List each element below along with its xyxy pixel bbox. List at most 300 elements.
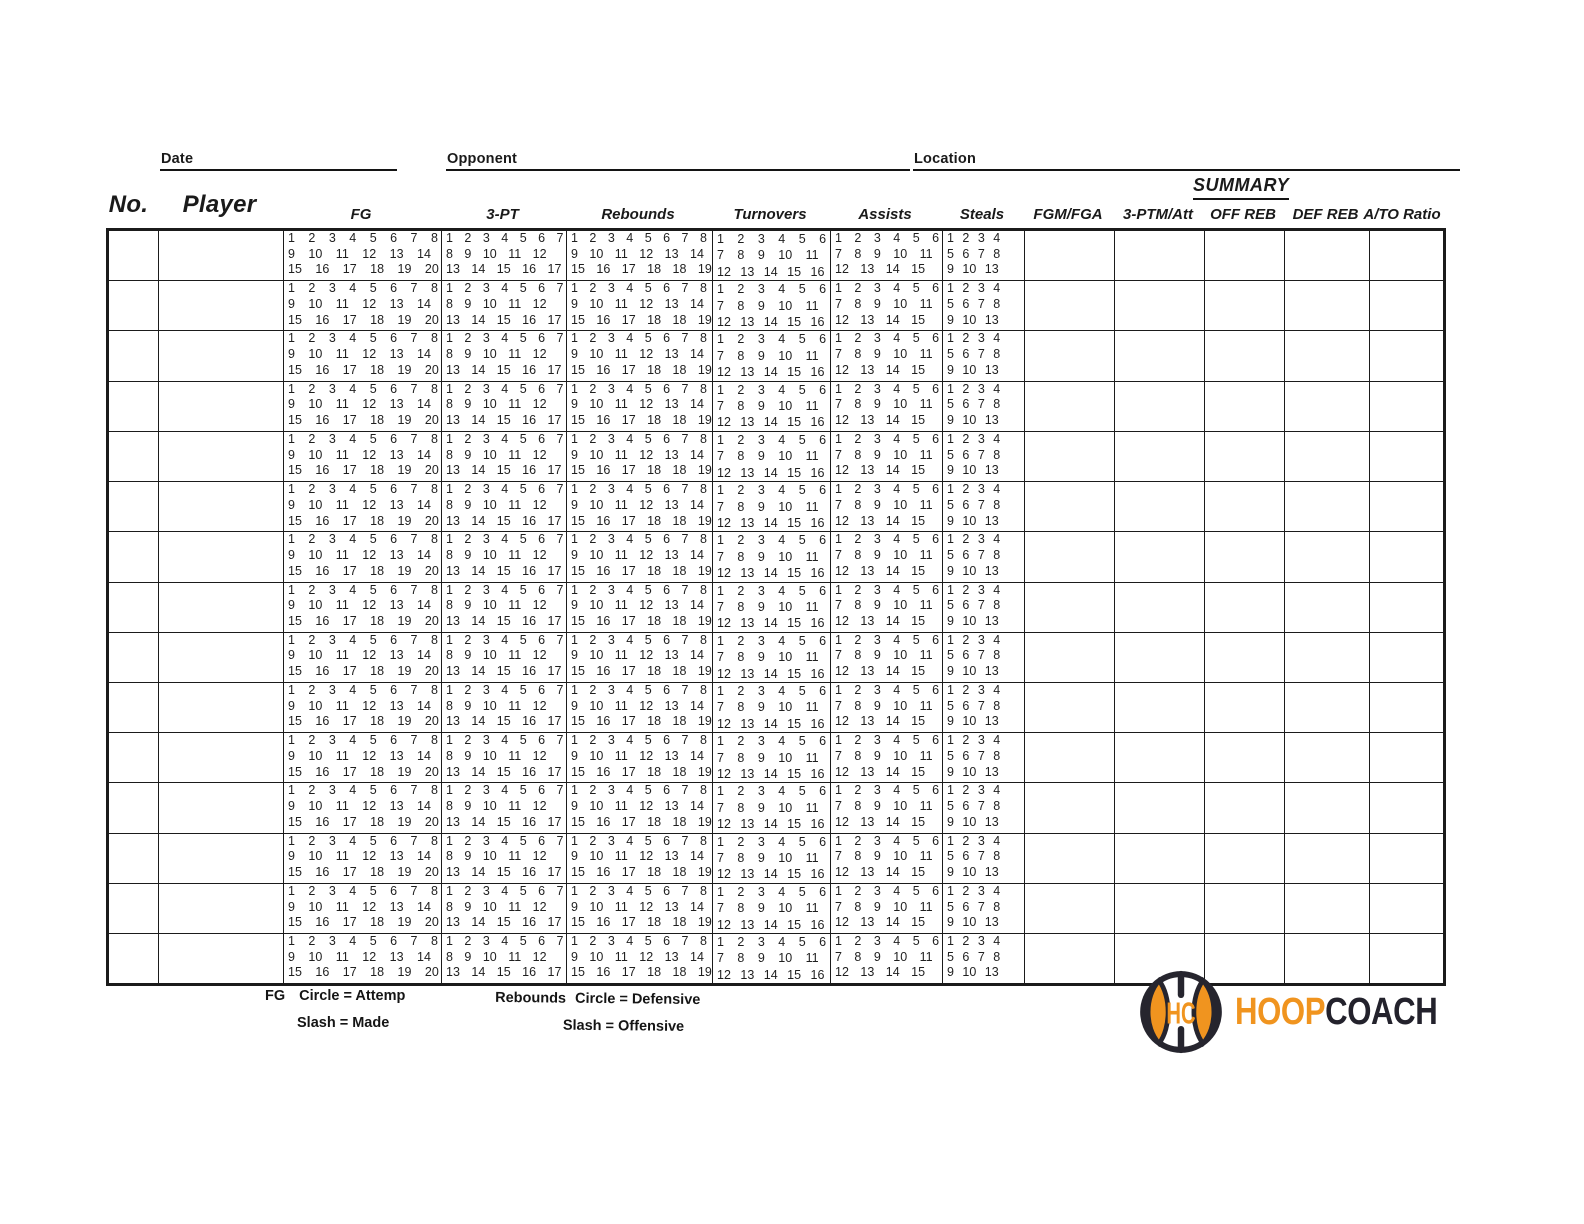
player-name-cell	[159, 682, 284, 732]
fgm-fga-cell	[1025, 833, 1115, 883]
player-number-cell	[108, 783, 159, 833]
number-grid-line: 7 8 9 10 11	[835, 748, 933, 763]
number-grid-line: 1 2 3 4	[947, 632, 1001, 647]
number-grid-line: 1 2 3 4 5 6 7 8	[288, 833, 438, 848]
number-grid-line: 7 8 9 10 11	[717, 800, 819, 815]
def-reb-cell	[1285, 532, 1370, 582]
col-header-no: No.	[108, 191, 149, 218]
rebounds-grid-cell	[567, 482, 713, 532]
assists-grid-cell	[831, 331, 943, 381]
number-grid-line: 15 16 17 18 18 19	[571, 463, 712, 478]
rebounds-grid-cell	[567, 733, 713, 783]
steals-grid-cell	[943, 582, 1025, 632]
number-grid-line: 12 13 14 15	[835, 664, 926, 679]
number-grid-line: 15 16 17 18 19 20	[288, 362, 439, 377]
assists-grid-cell	[831, 733, 943, 783]
number-grid-line: 9 10 11 12 13 14	[288, 296, 431, 311]
number-grid-line: 9 10 13	[947, 413, 999, 428]
player-name-cell	[159, 632, 284, 682]
rebounds-grid-cell	[567, 281, 713, 331]
number-grid-line: 1 2 3 4 5 6	[835, 783, 940, 798]
number-grid-line: 12 13 14 15 16	[717, 666, 825, 681]
number-grid-line: 1 2 3 4 5 6	[835, 532, 940, 547]
assists-grid-cell	[831, 833, 943, 883]
number-grid-line: 1 2 3 4 5 6	[717, 483, 827, 498]
number-grid-line: 15 16 17 18 18 19	[571, 814, 712, 829]
number-grid-line: 1 2 3 4 5 6 7 8	[571, 431, 707, 446]
turnovers-grid-cell	[713, 431, 831, 481]
number-grid-line: 12 13 14 15 16	[717, 967, 825, 982]
number-grid-line: 9 10 11 12 13 14	[288, 497, 431, 512]
number-grid-line: 5 6 7 8	[947, 748, 1001, 763]
number-grid-line: 9 10 11 12 13 14	[288, 698, 431, 713]
number-grid-line: 7 8 9 10 11	[835, 246, 933, 261]
player-number-cell	[108, 833, 159, 883]
def-reb-cell	[1285, 883, 1370, 933]
number-grid-line: 1 2 3 4	[947, 682, 1001, 697]
3ptm-att-cell	[1115, 733, 1205, 783]
number-grid-line: 1 2 3 4	[947, 883, 1001, 898]
number-grid-line: 9 10 11 12 13 14	[571, 447, 704, 462]
number-grid-line: 15 16 17 18 18 19	[571, 413, 712, 428]
rebounds-legend-key: Rebounds	[495, 989, 567, 1007]
three-pt-grid-cell	[442, 230, 567, 281]
fgm-fga-cell	[1025, 532, 1115, 582]
steals-grid-cell	[943, 431, 1025, 481]
turnovers-grid-cell	[713, 783, 831, 833]
number-grid-line: 1 2 3 4	[947, 532, 1001, 547]
number-grid-line: 15 16 17 18 19 20	[288, 764, 439, 779]
number-grid-line: 1 2 3 4 5 6 7	[446, 934, 564, 949]
player-row	[108, 230, 1445, 281]
fgm-fga-cell	[1025, 682, 1115, 732]
number-grid-line: 8 9 10 11 12	[446, 899, 547, 914]
steals-grid-cell	[943, 281, 1025, 331]
number-grid-line: 7 8 9 10 11	[717, 851, 819, 866]
player-number-cell	[108, 230, 159, 281]
player-row	[108, 431, 1445, 481]
player-name-cell	[159, 532, 284, 582]
number-grid-line: 1 2 3 4 5 6 7 8	[288, 431, 438, 446]
number-grid-line: 9 10 11 12 13 14	[571, 397, 704, 412]
number-grid-line: 7 8 9 10 11	[717, 449, 819, 464]
turnovers-grid-cell	[713, 281, 831, 331]
number-grid-line: 8 9 10 11 12	[446, 648, 547, 663]
number-grid-line: 9 10 11 12 13 14	[288, 849, 431, 864]
number-grid-line: 9 10 13	[947, 563, 999, 578]
number-grid-line: 1 2 3 4 5 6 7 8	[571, 632, 707, 647]
assists-grid-cell	[831, 582, 943, 632]
number-grid-line: 8 9 10 11 12	[446, 598, 547, 613]
player-row	[108, 632, 1445, 682]
fg-grid-cell	[284, 482, 442, 532]
ato-ratio-cell	[1370, 733, 1445, 783]
turnovers-grid-cell	[713, 381, 831, 431]
number-grid-line: 15 16 17 18 18 19	[571, 613, 712, 628]
fgm-fga-cell	[1025, 632, 1115, 682]
rebounds-grid-cell	[567, 682, 713, 732]
number-grid-line: 15 16 17 18 19 20	[288, 865, 439, 880]
number-grid-line: 9 10 11 12 13 14	[571, 598, 704, 613]
number-grid-line: 8 9 10 11 12	[446, 497, 547, 512]
number-grid-line: 8 9 10 11 12	[446, 698, 547, 713]
number-grid-line: 12 13 14 15 16	[717, 315, 825, 330]
turnovers-grid-cell	[713, 532, 831, 582]
number-grid-line: 1 2 3 4 5 6	[717, 784, 827, 799]
number-grid-line: 1 2 3 4 5 6 7 8	[571, 482, 707, 497]
col-header-turnovers: Turnovers	[733, 206, 807, 223]
number-grid-line: 13 14 15 16 17	[446, 563, 562, 578]
steals-grid-cell	[943, 331, 1025, 381]
off-reb-cell	[1205, 482, 1285, 532]
number-grid-line: 1 2 3 4 5 6	[717, 583, 827, 598]
number-grid-line: 1 2 3 4 5 6	[717, 332, 827, 347]
assists-grid-cell	[831, 431, 943, 481]
number-grid-line: 9 10 13	[947, 915, 999, 930]
number-grid-line: 1 2 3 4 5 6 7 8	[288, 482, 438, 497]
number-grid-line: 5 6 7 8	[947, 447, 1001, 462]
turnovers-grid-cell	[713, 230, 831, 281]
number-grid-line: 12 13 14 15	[835, 563, 926, 578]
def-reb-cell	[1285, 833, 1370, 883]
def-reb-cell	[1285, 381, 1370, 431]
3ptm-att-cell	[1115, 783, 1205, 833]
ato-ratio-cell	[1370, 632, 1445, 682]
player-row	[108, 733, 1445, 783]
wordmark-coach: COACH	[1325, 990, 1438, 1033]
off-reb-cell	[1205, 281, 1285, 331]
col-header-def-reb: DEF REB	[1292, 206, 1359, 223]
fg-grid-cell	[284, 582, 442, 632]
def-reb-cell	[1285, 482, 1370, 532]
off-reb-cell	[1205, 682, 1285, 732]
col-header-fg: FG	[350, 206, 372, 223]
number-grid-line: 9 10 11 12 13 14	[288, 246, 431, 261]
fgm-fga-cell	[1025, 783, 1115, 833]
number-grid-line: 8 9 10 11 12	[446, 548, 547, 563]
fgm-fga-cell	[1025, 431, 1115, 481]
three-pt-grid-cell	[442, 482, 567, 532]
number-grid-line: 15 16 17 18 19 20	[288, 312, 439, 327]
player-name-cell	[159, 783, 284, 833]
3ptm-att-cell	[1115, 281, 1205, 331]
steals-grid-cell	[943, 833, 1025, 883]
number-grid-line: 15 16 17 18 19 20	[288, 262, 439, 277]
3ptm-att-cell	[1115, 582, 1205, 632]
player-number-cell	[108, 934, 159, 985]
number-grid-line: 1 2 3 4 5 6	[717, 232, 827, 246]
number-grid-line: 9 10 11 12 13 14	[571, 949, 704, 964]
number-grid-line: 1 2 3 4 5 6 7 8	[571, 381, 707, 396]
number-grid-line: 7 8 9 10 11	[717, 599, 819, 614]
fg-legend-circle-rule: Circle = Attemp	[299, 988, 406, 1004]
number-grid-line: 12 13 14 15 16	[717, 716, 825, 731]
number-grid-line: 8 9 10 11 12	[446, 397, 547, 412]
number-grid-line: 1 2 3 4 5 6	[835, 231, 940, 245]
number-grid-line: 5 6 7 8	[947, 246, 1001, 261]
number-grid-line: 7 8 9 10 11	[835, 347, 933, 362]
number-grid-line: 1 2 3 4 5 6 7 8	[571, 582, 707, 597]
off-reb-cell	[1205, 883, 1285, 933]
number-grid-line: 9 10 11 12 13 14	[571, 347, 704, 362]
number-grid-line: 13 14 15 16 17	[446, 262, 562, 277]
number-grid-line: 9 10 13	[947, 814, 999, 829]
number-grid-line: 1 2 3 4 5 6 7 8	[288, 532, 438, 547]
number-grid-line: 1 2 3 4	[947, 281, 1001, 296]
number-grid-line: 1 2 3 4 5 6	[717, 382, 827, 397]
fg-grid-cell	[284, 682, 442, 732]
number-grid-line: 15 16 17 18 18 19	[571, 714, 712, 729]
opponent-label: Opponent	[447, 151, 518, 167]
ato-ratio-cell	[1370, 431, 1445, 481]
number-grid-line: 7 8 9 10 11	[835, 296, 933, 311]
steals-grid-cell	[943, 934, 1025, 985]
def-reb-cell	[1285, 733, 1370, 783]
ato-ratio-cell	[1370, 682, 1445, 732]
assists-grid-cell	[831, 482, 943, 532]
number-grid-line: 7 8 9 10 11	[717, 750, 819, 765]
number-grid-line: 1 2 3 4 5 6	[717, 533, 827, 548]
number-grid-line: 7 8 9 10 11	[835, 698, 933, 713]
number-grid-line: 13 14 15 16 17	[446, 814, 562, 829]
assists-grid-cell	[831, 883, 943, 933]
turnovers-grid-cell	[713, 733, 831, 783]
number-grid-line: 8 9 10 11 12	[446, 447, 547, 462]
number-grid-line: 7 8 9 10 11	[717, 348, 819, 363]
number-grid-line: 7 8 9 10 11	[717, 901, 819, 916]
number-grid-line: 1 2 3 4 5 6 7 8	[288, 331, 438, 346]
turnovers-grid-cell	[713, 482, 831, 532]
stat-table-body	[108, 230, 1445, 985]
rebounds-legend	[495, 990, 701, 1035]
number-grid-line: 1 2 3 4 5 6	[717, 683, 827, 698]
opponent-field	[446, 144, 910, 171]
number-grid-line: 1 2 3 4 5 6 7 8	[571, 532, 707, 547]
number-grid-line: 7 8 9 10 11	[835, 497, 933, 512]
player-number-cell	[108, 883, 159, 933]
player-row	[108, 833, 1445, 883]
number-grid-line: 12 13 14 15	[835, 463, 926, 478]
player-row	[108, 883, 1445, 933]
3ptm-att-cell	[1115, 883, 1205, 933]
assists-grid-cell	[831, 783, 943, 833]
number-grid-line: 1 2 3 4 5 6 7 8	[288, 934, 438, 949]
off-reb-cell	[1205, 381, 1285, 431]
number-grid-line: 1 2 3 4 5 6 7	[446, 733, 564, 748]
three-pt-grid-cell	[442, 783, 567, 833]
steals-grid-cell	[943, 482, 1025, 532]
number-grid-line: 1 2 3 4	[947, 582, 1001, 597]
number-grid-line: 8 9 10 11 12	[446, 949, 547, 964]
fg-legend	[265, 988, 405, 1031]
def-reb-cell	[1285, 682, 1370, 732]
number-grid-line: 9 10 11 12 13 14	[288, 347, 431, 362]
number-grid-line: 12 13 14 15 16	[717, 515, 825, 530]
number-grid-line: 9 10 13	[947, 312, 999, 327]
number-grid-line: 12 13 14 15 16	[717, 616, 825, 631]
assists-grid-cell	[831, 230, 943, 281]
turnovers-grid-cell	[713, 331, 831, 381]
fgm-fga-cell	[1025, 331, 1115, 381]
rebounds-legend-circle-rule: Circle = Defensive	[574, 990, 701, 1009]
player-number-cell	[108, 331, 159, 381]
number-grid-line: 1 2 3 4	[947, 231, 1001, 245]
number-grid-line: 13 14 15 16 17	[446, 664, 562, 679]
number-grid-line: 12 13 14 15	[835, 814, 926, 829]
three-pt-grid-cell	[442, 833, 567, 883]
number-grid-line: 5 6 7 8	[947, 296, 1001, 311]
number-grid-line: 9 10 11 12 13 14	[571, 648, 704, 663]
turnovers-grid-cell	[713, 883, 831, 933]
number-grid-line: 15 16 17 18 19 20	[288, 413, 439, 428]
fg-grid-cell	[284, 783, 442, 833]
number-grid-line: 5 6 7 8	[947, 799, 1001, 814]
fg-grid-cell	[284, 632, 442, 682]
number-grid-line: 7 8 9 10 11	[835, 849, 933, 864]
def-reb-cell	[1285, 582, 1370, 632]
col-header-3ptm-att: 3-PTM/Att	[1123, 206, 1193, 223]
off-reb-cell	[1205, 833, 1285, 883]
number-grid-line: 1 2 3 4 5 6 7 8	[571, 231, 707, 245]
turnovers-grid-cell	[713, 582, 831, 632]
off-reb-cell	[1205, 783, 1285, 833]
number-grid-line: 1 2 3 4 5 6	[717, 734, 827, 749]
number-grid-line: 9 10 11 12 13 14	[571, 899, 704, 914]
player-number-cell	[108, 733, 159, 783]
number-grid-line: 1 2 3 4 5 6 7 8	[571, 682, 707, 697]
player-number-cell	[108, 582, 159, 632]
ato-ratio-cell	[1370, 833, 1445, 883]
number-grid-line: 1 2 3 4 5 6	[835, 883, 940, 898]
number-grid-line: 15 16 17 18 19 20	[288, 613, 439, 628]
number-grid-line: 13 14 15 16 17	[446, 865, 562, 880]
number-grid-line: 1 2 3 4	[947, 381, 1001, 396]
number-grid-line: 1 2 3 4 5 6	[717, 935, 827, 950]
number-grid-line: 9 10 11 12 13 14	[288, 799, 431, 814]
fgm-fga-cell	[1025, 482, 1115, 532]
number-grid-line: 9 10 11 12 13 14	[571, 497, 704, 512]
number-grid-line: 15 16 17 18 19 20	[288, 513, 439, 528]
off-reb-cell	[1205, 582, 1285, 632]
player-row	[108, 532, 1445, 582]
number-grid-line: 15 16 17 18 19 20	[288, 965, 439, 980]
number-grid-line: 15 16 17 18 18 19	[571, 312, 712, 327]
number-grid-line: 1 2 3 4 5 6	[717, 282, 827, 297]
number-grid-line: 7 8 9 10 11	[717, 298, 819, 313]
fg-grid-cell	[284, 281, 442, 331]
number-grid-line: 1 2 3 4 5 6	[717, 432, 827, 447]
player-number-cell	[108, 682, 159, 732]
3ptm-att-cell	[1115, 381, 1205, 431]
player-row	[108, 783, 1445, 833]
number-grid-line: 12 13 14 15	[835, 312, 926, 327]
ato-ratio-cell	[1370, 230, 1445, 281]
fg-legend-key: FG	[265, 988, 286, 1004]
ato-ratio-cell	[1370, 532, 1445, 582]
three-pt-grid-cell	[442, 733, 567, 783]
number-grid-line: 15 16 17 18 18 19	[571, 362, 712, 377]
number-grid-line: 9 10 13	[947, 664, 999, 679]
number-grid-line: 9 10 13	[947, 463, 999, 478]
number-grid-line: 1 2 3 4 5 6	[835, 632, 940, 647]
number-grid-line: 12 13 14 15 16	[717, 465, 825, 480]
number-grid-line: 9 10 13	[947, 262, 999, 277]
player-name-cell	[159, 934, 284, 985]
number-grid-line: 7 8 9 10 11	[835, 799, 933, 814]
3ptm-att-cell	[1115, 482, 1205, 532]
number-grid-line: 1 2 3 4 5 6 7	[446, 281, 564, 296]
fgm-fga-cell	[1025, 883, 1115, 933]
def-reb-cell	[1285, 431, 1370, 481]
number-grid-line: 1 2 3 4 5 6	[717, 633, 827, 648]
number-grid-line: 7 8 9 10 11	[717, 951, 819, 966]
number-grid-line: 1 2 3 4 5 6 7	[446, 381, 564, 396]
number-grid-line: 15 16 17 18 18 19	[571, 764, 712, 779]
player-number-cell	[108, 532, 159, 582]
def-reb-cell	[1285, 632, 1370, 682]
three-pt-grid-cell	[442, 281, 567, 331]
assists-grid-cell	[831, 632, 943, 682]
number-grid-line: 7 8 9 10 11	[835, 648, 933, 663]
ato-ratio-cell	[1370, 783, 1445, 833]
number-grid-line: 9 10 11 12 13 14	[571, 296, 704, 311]
3ptm-att-cell	[1115, 431, 1205, 481]
number-grid-line: 8 9 10 11 12	[446, 799, 547, 814]
rebounds-grid-cell	[567, 381, 713, 431]
fg-grid-cell	[284, 230, 442, 281]
fg-grid-cell	[284, 431, 442, 481]
number-grid-line: 9 10 11 12 13 14	[288, 397, 431, 412]
number-grid-line: 7 8 9 10 11	[835, 397, 933, 412]
number-grid-line: 7 8 9 10 11	[717, 399, 819, 414]
number-grid-line: 9 10 13	[947, 714, 999, 729]
player-name-cell	[159, 482, 284, 532]
three-pt-grid-cell	[442, 582, 567, 632]
number-grid-line: 9 10 11 12 13 14	[288, 548, 431, 563]
number-grid-line: 13 14 15 16 17	[446, 463, 562, 478]
number-grid-line: 1 2 3 4 5 6	[835, 934, 940, 949]
number-grid-line: 5 6 7 8	[947, 548, 1001, 563]
player-name-cell	[159, 381, 284, 431]
off-reb-cell	[1205, 632, 1285, 682]
number-grid-line: 9 10 13	[947, 362, 999, 377]
player-name-cell	[159, 230, 284, 281]
three-pt-grid-cell	[442, 532, 567, 582]
number-grid-line: 7 8 9 10 11	[835, 447, 933, 462]
number-grid-line: 8 9 10 11 12	[446, 347, 547, 362]
number-grid-line: 15 16 17 18 19 20	[288, 664, 439, 679]
fgm-fga-cell	[1025, 733, 1115, 783]
hoopcoach-wordmark	[1235, 991, 1437, 1034]
player-row	[108, 482, 1445, 532]
three-pt-grid-cell	[442, 632, 567, 682]
player-number-cell	[108, 381, 159, 431]
number-grid-line: 13 14 15 16 17	[446, 714, 562, 729]
player-name-cell	[159, 833, 284, 883]
number-grid-line: 9 10 13	[947, 764, 999, 779]
number-grid-line: 7 8 9 10 11	[835, 548, 933, 563]
number-grid-line: 7 8 9 10 11	[717, 248, 819, 263]
player-number-cell	[108, 482, 159, 532]
off-reb-cell	[1205, 733, 1285, 783]
number-grid-line: 5 6 7 8	[947, 899, 1001, 914]
number-grid-line: 1 2 3 4	[947, 934, 1001, 949]
number-grid-line: 1 2 3 4 5 6 7	[446, 682, 564, 697]
fgm-fga-cell	[1025, 582, 1115, 632]
ato-ratio-cell	[1370, 482, 1445, 532]
number-grid-line: 12 13 14 15 16	[717, 415, 825, 430]
number-grid-line: 12 13 14 15 16	[717, 917, 825, 932]
